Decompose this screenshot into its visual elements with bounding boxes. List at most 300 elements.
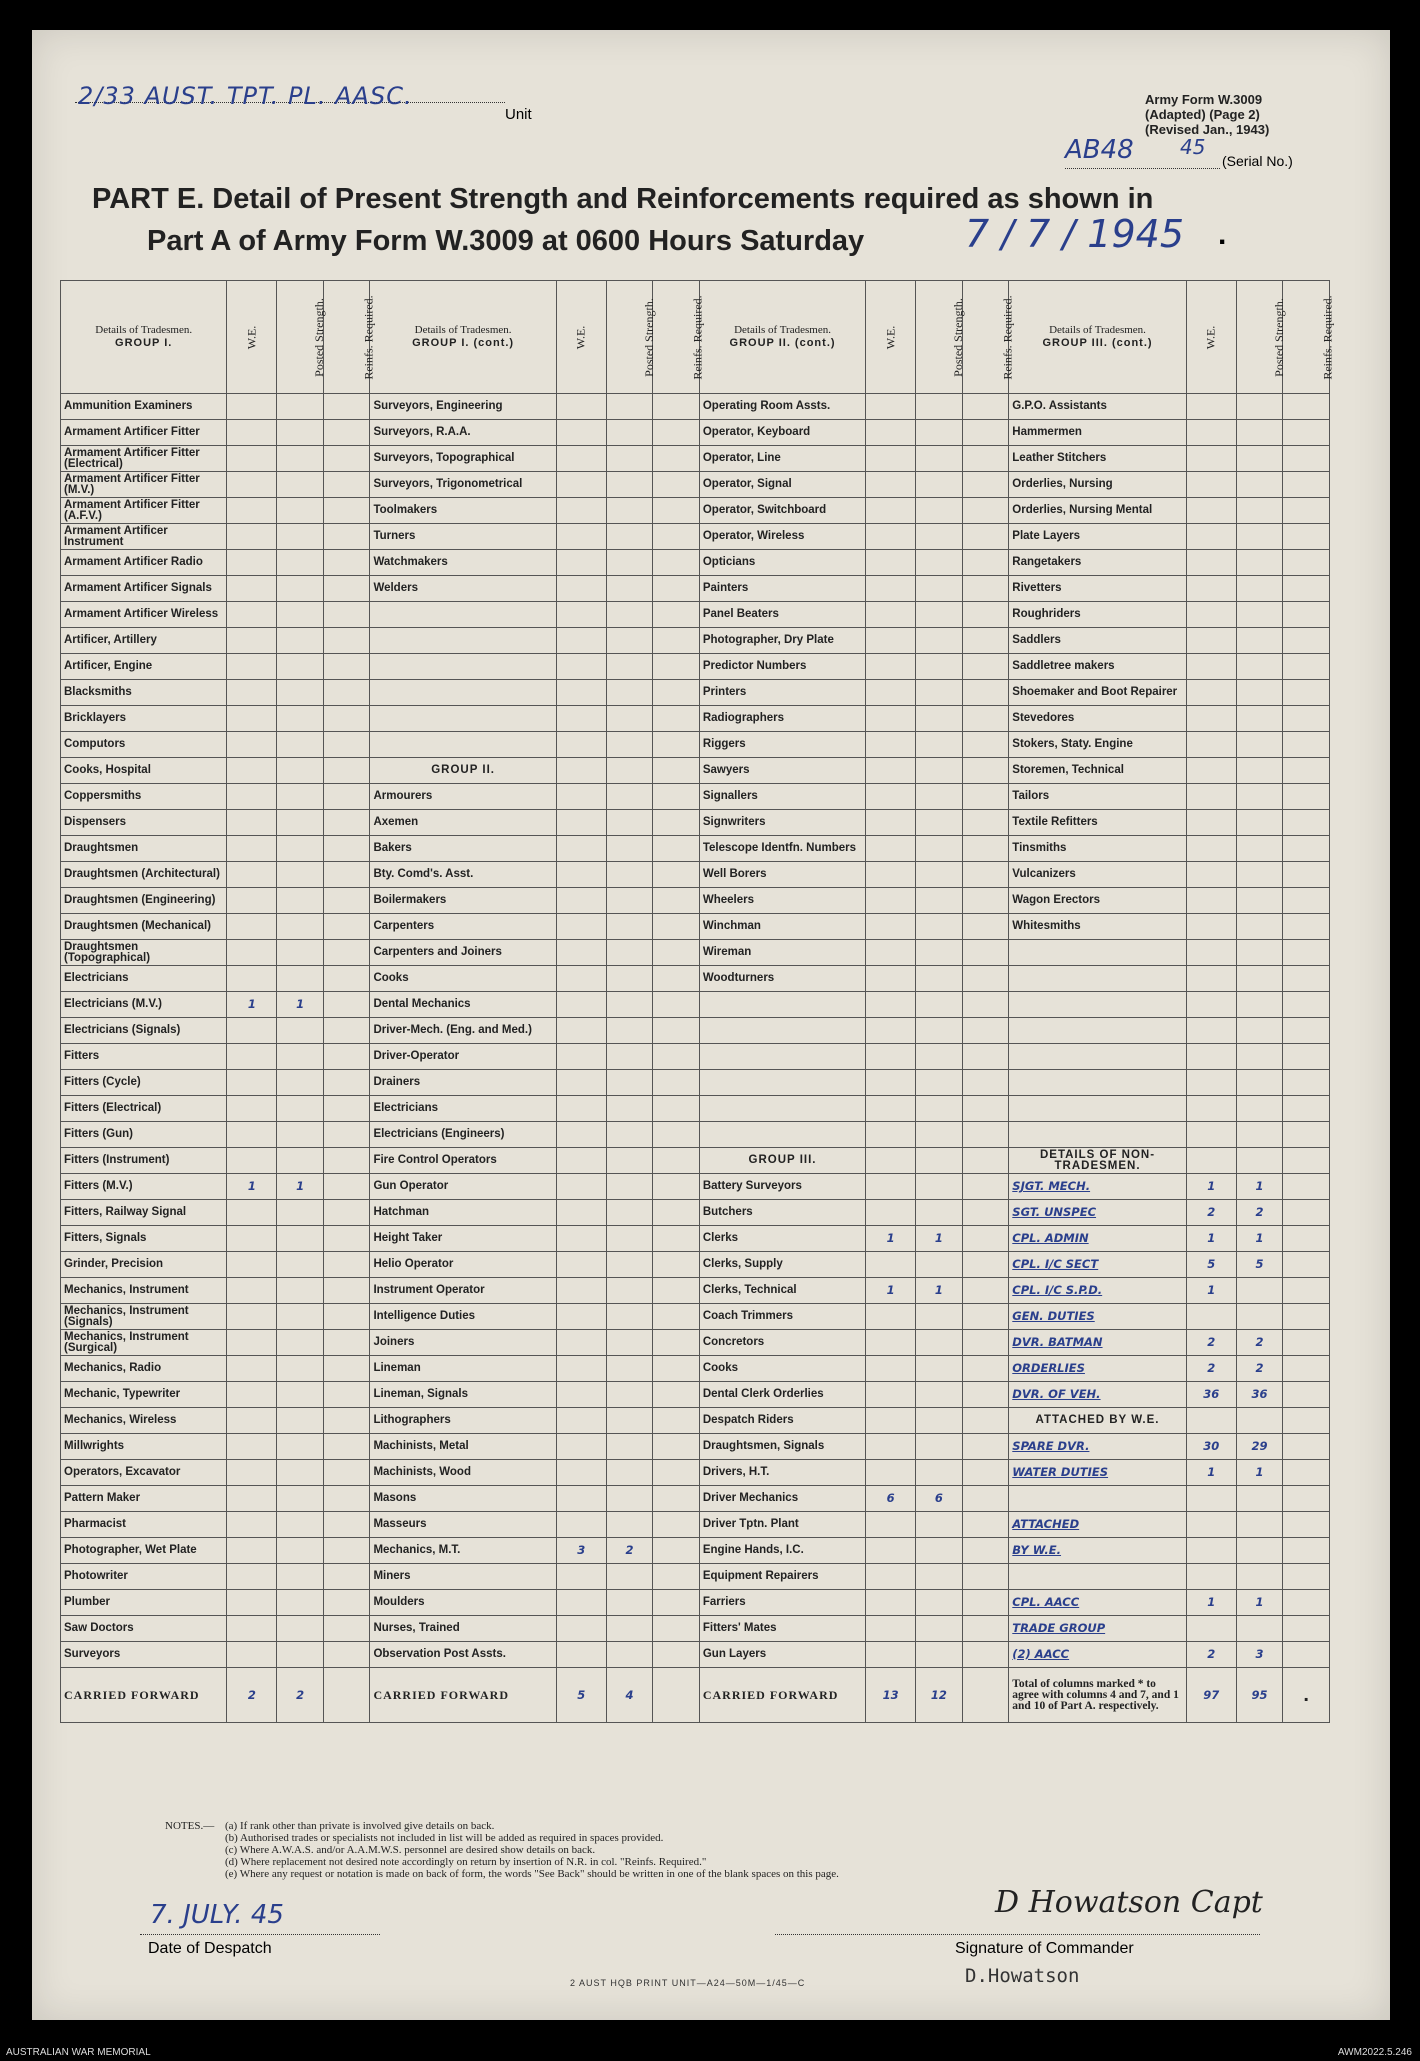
cell-reinfs[interactable] bbox=[1283, 1330, 1330, 1356]
cell-reinfs[interactable] bbox=[323, 1122, 370, 1148]
cell-we[interactable] bbox=[1186, 888, 1236, 914]
cell-we[interactable] bbox=[227, 1044, 277, 1070]
cell-reinfs[interactable] bbox=[323, 1382, 370, 1408]
cell-we[interactable]: 1 bbox=[1186, 1174, 1236, 1200]
cell-posted[interactable] bbox=[916, 524, 963, 550]
cell-posted[interactable] bbox=[277, 914, 324, 940]
cell-reinfs[interactable] bbox=[323, 862, 370, 888]
cell-posted[interactable] bbox=[1236, 732, 1283, 758]
cell-reinfs[interactable] bbox=[962, 784, 1009, 810]
cell-we[interactable] bbox=[1186, 498, 1236, 524]
cell-posted[interactable]: 2 bbox=[1236, 1330, 1283, 1356]
cell-we[interactable] bbox=[227, 628, 277, 654]
cell-posted[interactable] bbox=[277, 1434, 324, 1460]
cell-reinfs[interactable] bbox=[653, 420, 700, 446]
cell-we[interactable] bbox=[556, 524, 606, 550]
cell-posted[interactable] bbox=[916, 1096, 963, 1122]
total-we[interactable]: 97 bbox=[1186, 1668, 1236, 1723]
cell-reinfs[interactable] bbox=[962, 940, 1009, 966]
cell-posted[interactable] bbox=[1236, 1564, 1283, 1590]
cell-posted[interactable] bbox=[606, 1408, 653, 1434]
cell-we[interactable] bbox=[866, 1252, 916, 1278]
cell-reinfs[interactable] bbox=[323, 1564, 370, 1590]
cell-we[interactable] bbox=[556, 1018, 606, 1044]
cell-we[interactable] bbox=[1186, 420, 1236, 446]
cell-reinfs[interactable] bbox=[1283, 810, 1330, 836]
cell-posted[interactable] bbox=[606, 1460, 653, 1486]
cell-we[interactable] bbox=[556, 810, 606, 836]
cell-posted[interactable] bbox=[916, 1538, 963, 1564]
cell-reinfs[interactable] bbox=[1283, 680, 1330, 706]
cell-posted[interactable] bbox=[606, 446, 653, 472]
cell-posted[interactable] bbox=[606, 758, 653, 784]
cell-we[interactable] bbox=[227, 420, 277, 446]
cell-reinfs[interactable] bbox=[962, 1200, 1009, 1226]
cell-posted[interactable] bbox=[916, 1356, 963, 1382]
cell-posted[interactable] bbox=[916, 1512, 963, 1538]
cell-reinfs[interactable] bbox=[962, 576, 1009, 602]
cell-reinfs[interactable] bbox=[653, 524, 700, 550]
cell-reinfs[interactable] bbox=[1283, 966, 1330, 992]
cell-posted[interactable] bbox=[1236, 1486, 1283, 1512]
cell-posted[interactable] bbox=[916, 810, 963, 836]
cell-we[interactable] bbox=[556, 1148, 606, 1174]
cell-reinfs[interactable] bbox=[323, 914, 370, 940]
cell-we[interactable] bbox=[556, 1512, 606, 1538]
cell-reinfs[interactable] bbox=[323, 1512, 370, 1538]
cell-reinfs[interactable] bbox=[323, 680, 370, 706]
cell-posted[interactable] bbox=[606, 992, 653, 1018]
cell-we[interactable] bbox=[556, 966, 606, 992]
cell-posted[interactable] bbox=[916, 732, 963, 758]
cell-posted[interactable]: 1 bbox=[1236, 1226, 1283, 1252]
cell-we[interactable] bbox=[556, 1590, 606, 1616]
cell-we[interactable] bbox=[227, 1434, 277, 1460]
cell-reinfs[interactable] bbox=[323, 1304, 370, 1330]
cell-we[interactable] bbox=[866, 1382, 916, 1408]
cell-posted[interactable] bbox=[277, 1330, 324, 1356]
cell-reinfs[interactable] bbox=[962, 1434, 1009, 1460]
cell-we[interactable] bbox=[866, 1174, 916, 1200]
cell-reinfs[interactable] bbox=[653, 498, 700, 524]
cell-posted[interactable] bbox=[277, 1642, 324, 1668]
cell-reinfs[interactable] bbox=[962, 888, 1009, 914]
cell-reinfs[interactable] bbox=[323, 732, 370, 758]
cell-we[interactable] bbox=[227, 836, 277, 862]
cell-reinfs[interactable] bbox=[323, 992, 370, 1018]
cell-posted[interactable] bbox=[916, 1460, 963, 1486]
cell-reinfs[interactable] bbox=[653, 888, 700, 914]
cell-reinfs[interactable] bbox=[653, 1148, 700, 1174]
cell-posted[interactable] bbox=[916, 1122, 963, 1148]
cell-reinfs[interactable] bbox=[323, 1616, 370, 1642]
cf-g1-we[interactable]: 2 bbox=[227, 1668, 277, 1723]
cell-reinfs[interactable] bbox=[1283, 1148, 1330, 1174]
cell-posted[interactable] bbox=[606, 1590, 653, 1616]
cell-reinfs[interactable] bbox=[1283, 862, 1330, 888]
cell-we[interactable]: 6 bbox=[866, 1486, 916, 1512]
cell-we[interactable] bbox=[1186, 758, 1236, 784]
cell-posted[interactable] bbox=[606, 836, 653, 862]
cell-we[interactable] bbox=[227, 1616, 277, 1642]
cell-reinfs[interactable] bbox=[653, 966, 700, 992]
cell-posted[interactable] bbox=[277, 602, 324, 628]
cell-posted[interactable] bbox=[606, 1616, 653, 1642]
cell-we[interactable] bbox=[227, 1538, 277, 1564]
cell-reinfs[interactable] bbox=[323, 1590, 370, 1616]
cell-reinfs[interactable] bbox=[962, 992, 1009, 1018]
cell-reinfs[interactable] bbox=[323, 1200, 370, 1226]
cell-we[interactable] bbox=[556, 1434, 606, 1460]
cell-reinfs[interactable] bbox=[323, 940, 370, 966]
cell-we[interactable] bbox=[1186, 524, 1236, 550]
cell-reinfs[interactable] bbox=[323, 1460, 370, 1486]
cell-we[interactable] bbox=[556, 654, 606, 680]
cell-we[interactable] bbox=[227, 914, 277, 940]
cell-we[interactable] bbox=[866, 732, 916, 758]
cell-we[interactable]: 5 bbox=[1186, 1252, 1236, 1278]
cell-reinfs[interactable] bbox=[653, 1564, 700, 1590]
cell-we[interactable] bbox=[1186, 1408, 1236, 1434]
cell-we[interactable] bbox=[866, 836, 916, 862]
cell-posted[interactable] bbox=[916, 992, 963, 1018]
cell-posted[interactable] bbox=[1236, 654, 1283, 680]
cell-posted[interactable] bbox=[606, 1252, 653, 1278]
cell-we[interactable] bbox=[866, 758, 916, 784]
cell-we[interactable] bbox=[227, 446, 277, 472]
cell-reinfs[interactable] bbox=[653, 862, 700, 888]
cell-posted[interactable] bbox=[1236, 940, 1283, 966]
cell-reinfs[interactable] bbox=[1283, 1044, 1330, 1070]
cell-posted[interactable] bbox=[916, 914, 963, 940]
cell-reinfs[interactable] bbox=[323, 420, 370, 446]
cell-reinfs[interactable] bbox=[1283, 654, 1330, 680]
cell-reinfs[interactable] bbox=[653, 1018, 700, 1044]
cell-posted[interactable] bbox=[916, 1382, 963, 1408]
cell-reinfs[interactable] bbox=[962, 628, 1009, 654]
cell-we[interactable] bbox=[866, 1018, 916, 1044]
cell-posted[interactable] bbox=[916, 576, 963, 602]
cell-posted[interactable] bbox=[277, 810, 324, 836]
cell-reinfs[interactable] bbox=[323, 706, 370, 732]
cell-reinfs[interactable] bbox=[962, 706, 1009, 732]
cell-posted[interactable]: 2 bbox=[606, 1538, 653, 1564]
cell-we[interactable] bbox=[866, 1356, 916, 1382]
cell-reinfs[interactable] bbox=[1283, 1174, 1330, 1200]
cell-reinfs[interactable] bbox=[962, 1226, 1009, 1252]
cell-reinfs[interactable] bbox=[653, 836, 700, 862]
cell-posted[interactable] bbox=[277, 1486, 324, 1512]
cell-posted[interactable] bbox=[277, 524, 324, 550]
cell-we[interactable] bbox=[556, 1564, 606, 1590]
cell-we[interactable] bbox=[866, 446, 916, 472]
cell-we[interactable] bbox=[866, 1434, 916, 1460]
cell-reinfs[interactable] bbox=[653, 810, 700, 836]
cell-we[interactable]: 1 bbox=[1186, 1590, 1236, 1616]
cell-posted[interactable] bbox=[606, 1200, 653, 1226]
cell-reinfs[interactable] bbox=[962, 914, 1009, 940]
cell-posted[interactable] bbox=[1236, 914, 1283, 940]
cell-posted[interactable] bbox=[606, 1070, 653, 1096]
cell-we[interactable] bbox=[227, 940, 277, 966]
cell-we[interactable] bbox=[556, 1642, 606, 1668]
cell-we[interactable] bbox=[227, 1486, 277, 1512]
cell-posted[interactable] bbox=[277, 446, 324, 472]
cell-we[interactable] bbox=[1186, 1018, 1236, 1044]
cell-posted[interactable] bbox=[606, 602, 653, 628]
cell-posted[interactable] bbox=[916, 1434, 963, 1460]
cell-reinfs[interactable] bbox=[1283, 1616, 1330, 1642]
cell-we[interactable] bbox=[1186, 576, 1236, 602]
cell-we[interactable] bbox=[227, 1252, 277, 1278]
cell-we[interactable] bbox=[866, 992, 916, 1018]
cell-we[interactable] bbox=[556, 550, 606, 576]
cell-reinfs[interactable] bbox=[962, 602, 1009, 628]
cell-posted[interactable] bbox=[916, 1070, 963, 1096]
cell-we[interactable] bbox=[1186, 1564, 1236, 1590]
cell-reinfs[interactable] bbox=[653, 628, 700, 654]
cell-we[interactable] bbox=[866, 1564, 916, 1590]
cell-posted[interactable] bbox=[277, 1252, 324, 1278]
cell-reinfs[interactable] bbox=[653, 1590, 700, 1616]
cell-reinfs[interactable] bbox=[1283, 836, 1330, 862]
cell-posted[interactable]: 1 bbox=[277, 1174, 324, 1200]
cell-posted[interactable] bbox=[1236, 888, 1283, 914]
cell-reinfs[interactable] bbox=[1283, 498, 1330, 524]
cell-we[interactable] bbox=[1186, 1122, 1236, 1148]
cell-reinfs[interactable] bbox=[323, 1330, 370, 1356]
cell-posted[interactable] bbox=[916, 1590, 963, 1616]
cell-posted[interactable] bbox=[916, 1642, 963, 1668]
cell-reinfs[interactable] bbox=[323, 394, 370, 420]
cell-reinfs[interactable] bbox=[962, 1252, 1009, 1278]
cell-we[interactable] bbox=[866, 1096, 916, 1122]
cell-posted[interactable] bbox=[606, 1122, 653, 1148]
cell-we[interactable] bbox=[556, 1226, 606, 1252]
cell-we[interactable] bbox=[556, 992, 606, 1018]
cell-posted[interactable] bbox=[277, 1538, 324, 1564]
cell-we[interactable] bbox=[227, 1512, 277, 1538]
cell-reinfs[interactable] bbox=[1283, 1382, 1330, 1408]
cell-posted[interactable] bbox=[606, 1486, 653, 1512]
cell-posted[interactable] bbox=[916, 602, 963, 628]
cell-posted[interactable]: 6 bbox=[916, 1486, 963, 1512]
cell-we[interactable] bbox=[227, 966, 277, 992]
cell-reinfs[interactable] bbox=[323, 1252, 370, 1278]
cell-posted[interactable] bbox=[606, 654, 653, 680]
cell-we[interactable] bbox=[866, 1512, 916, 1538]
cell-we[interactable]: 2 bbox=[1186, 1200, 1236, 1226]
cell-we[interactable] bbox=[866, 706, 916, 732]
cell-posted[interactable] bbox=[277, 1616, 324, 1642]
cell-reinfs[interactable] bbox=[653, 1252, 700, 1278]
cell-reinfs[interactable] bbox=[1283, 602, 1330, 628]
cell-reinfs[interactable] bbox=[962, 1122, 1009, 1148]
cell-posted[interactable] bbox=[916, 680, 963, 706]
cell-posted[interactable] bbox=[606, 1356, 653, 1382]
cell-posted[interactable] bbox=[1236, 394, 1283, 420]
cell-posted[interactable] bbox=[277, 654, 324, 680]
cell-we[interactable] bbox=[1186, 1096, 1236, 1122]
cell-posted[interactable] bbox=[277, 758, 324, 784]
cell-reinfs[interactable] bbox=[323, 628, 370, 654]
cell-posted[interactable] bbox=[606, 1564, 653, 1590]
cell-posted[interactable] bbox=[606, 1304, 653, 1330]
cell-reinfs[interactable] bbox=[1283, 550, 1330, 576]
cell-posted[interactable] bbox=[277, 1044, 324, 1070]
cell-posted[interactable] bbox=[606, 732, 653, 758]
cell-we[interactable] bbox=[227, 1408, 277, 1434]
cell-reinfs[interactable] bbox=[323, 654, 370, 680]
cell-reinfs[interactable] bbox=[962, 1330, 1009, 1356]
cell-we[interactable] bbox=[866, 394, 916, 420]
cell-we[interactable] bbox=[227, 498, 277, 524]
cell-we[interactable] bbox=[866, 1070, 916, 1096]
cell-reinfs[interactable] bbox=[1283, 1018, 1330, 1044]
cell-reinfs[interactable] bbox=[962, 1148, 1009, 1174]
cell-posted[interactable] bbox=[606, 628, 653, 654]
cell-we[interactable] bbox=[866, 550, 916, 576]
cell-posted[interactable] bbox=[916, 1564, 963, 1590]
total-posted[interactable]: 95 bbox=[1236, 1668, 1283, 1723]
cell-posted[interactable]: 1 bbox=[1236, 1460, 1283, 1486]
cell-we[interactable] bbox=[1186, 810, 1236, 836]
cell-reinfs[interactable] bbox=[1283, 1070, 1330, 1096]
cell-we[interactable] bbox=[227, 810, 277, 836]
cell-reinfs[interactable] bbox=[962, 966, 1009, 992]
cell-posted[interactable] bbox=[916, 394, 963, 420]
cell-reinfs[interactable] bbox=[962, 758, 1009, 784]
cell-posted[interactable] bbox=[277, 1564, 324, 1590]
cell-posted[interactable] bbox=[1236, 1278, 1283, 1304]
cell-posted[interactable] bbox=[1236, 550, 1283, 576]
cell-we[interactable] bbox=[556, 888, 606, 914]
cell-reinfs[interactable] bbox=[323, 524, 370, 550]
cell-posted[interactable] bbox=[606, 524, 653, 550]
cell-posted[interactable] bbox=[1236, 602, 1283, 628]
cell-we[interactable] bbox=[866, 862, 916, 888]
cell-we[interactable] bbox=[556, 420, 606, 446]
cell-reinfs[interactable] bbox=[1283, 732, 1330, 758]
cell-we[interactable] bbox=[227, 1200, 277, 1226]
cell-we[interactable] bbox=[556, 1096, 606, 1122]
cell-posted[interactable] bbox=[606, 1018, 653, 1044]
cell-we[interactable] bbox=[1186, 446, 1236, 472]
cell-posted[interactable] bbox=[606, 1044, 653, 1070]
cell-reinfs[interactable] bbox=[962, 1070, 1009, 1096]
cell-we[interactable] bbox=[866, 1122, 916, 1148]
cell-we[interactable]: 30 bbox=[1186, 1434, 1236, 1460]
cell-we[interactable] bbox=[556, 706, 606, 732]
cell-reinfs[interactable] bbox=[962, 1408, 1009, 1434]
cell-reinfs[interactable] bbox=[323, 472, 370, 498]
cell-we[interactable] bbox=[227, 394, 277, 420]
cell-we[interactable] bbox=[227, 1278, 277, 1304]
cell-reinfs[interactable] bbox=[653, 1382, 700, 1408]
cell-we[interactable] bbox=[556, 680, 606, 706]
cell-we[interactable] bbox=[1186, 1538, 1236, 1564]
cell-posted[interactable] bbox=[1236, 836, 1283, 862]
cell-reinfs[interactable] bbox=[653, 914, 700, 940]
cell-posted[interactable] bbox=[1236, 706, 1283, 732]
cell-we[interactable] bbox=[1186, 862, 1236, 888]
cell-posted[interactable] bbox=[606, 1174, 653, 1200]
cell-posted[interactable] bbox=[1236, 1538, 1283, 1564]
cell-we[interactable] bbox=[227, 1356, 277, 1382]
cell-reinfs[interactable] bbox=[1283, 1356, 1330, 1382]
cell-we[interactable]: 1 bbox=[227, 1174, 277, 1200]
cell-posted[interactable] bbox=[1236, 1044, 1283, 1070]
cell-posted[interactable] bbox=[606, 784, 653, 810]
cell-we[interactable]: 3 bbox=[556, 1538, 606, 1564]
cf-g1c-we[interactable]: 5 bbox=[556, 1668, 606, 1723]
cell-posted[interactable] bbox=[277, 784, 324, 810]
cell-posted[interactable] bbox=[1236, 1018, 1283, 1044]
cell-reinfs[interactable] bbox=[323, 784, 370, 810]
cell-reinfs[interactable] bbox=[962, 1304, 1009, 1330]
cell-reinfs[interactable] bbox=[962, 1564, 1009, 1590]
cell-reinfs[interactable] bbox=[962, 1356, 1009, 1382]
cf-g1c-posted[interactable]: 4 bbox=[606, 1668, 653, 1723]
cell-reinfs[interactable] bbox=[1283, 1486, 1330, 1512]
cell-reinfs[interactable] bbox=[1283, 706, 1330, 732]
cell-reinfs[interactable] bbox=[653, 1330, 700, 1356]
cell-we[interactable] bbox=[1186, 680, 1236, 706]
cell-we[interactable] bbox=[556, 758, 606, 784]
cell-posted[interactable] bbox=[606, 1642, 653, 1668]
cell-reinfs[interactable] bbox=[962, 472, 1009, 498]
cell-posted[interactable] bbox=[916, 1200, 963, 1226]
cell-reinfs[interactable] bbox=[323, 550, 370, 576]
cell-posted[interactable] bbox=[916, 966, 963, 992]
cell-reinfs[interactable] bbox=[323, 1096, 370, 1122]
cell-reinfs[interactable] bbox=[653, 550, 700, 576]
cell-reinfs[interactable] bbox=[1283, 1564, 1330, 1590]
cell-we[interactable] bbox=[227, 862, 277, 888]
cell-we[interactable]: 1 bbox=[1186, 1226, 1236, 1252]
cell-we[interactable] bbox=[556, 394, 606, 420]
cell-we[interactable] bbox=[227, 602, 277, 628]
cell-posted[interactable] bbox=[1236, 1148, 1283, 1174]
cell-we[interactable] bbox=[556, 576, 606, 602]
cell-posted[interactable] bbox=[277, 1278, 324, 1304]
cell-reinfs[interactable] bbox=[962, 654, 1009, 680]
cell-we[interactable] bbox=[866, 810, 916, 836]
cell-posted[interactable] bbox=[1236, 680, 1283, 706]
cell-posted[interactable] bbox=[606, 810, 653, 836]
cell-we[interactable] bbox=[866, 524, 916, 550]
cell-posted[interactable] bbox=[277, 732, 324, 758]
cell-reinfs[interactable] bbox=[653, 602, 700, 628]
cell-we[interactable]: 36 bbox=[1186, 1382, 1236, 1408]
cell-posted[interactable]: 2 bbox=[1236, 1200, 1283, 1226]
cell-reinfs[interactable] bbox=[962, 1018, 1009, 1044]
cell-we[interactable] bbox=[1186, 966, 1236, 992]
cell-we[interactable] bbox=[1186, 914, 1236, 940]
cell-posted[interactable]: 1 bbox=[1236, 1590, 1283, 1616]
cell-posted[interactable] bbox=[1236, 1304, 1283, 1330]
cell-we[interactable] bbox=[556, 498, 606, 524]
cell-we[interactable] bbox=[866, 1200, 916, 1226]
cell-we[interactable] bbox=[1186, 706, 1236, 732]
cell-we[interactable] bbox=[227, 1122, 277, 1148]
cell-posted[interactable] bbox=[277, 1590, 324, 1616]
cell-posted[interactable] bbox=[606, 394, 653, 420]
cell-we[interactable] bbox=[1186, 472, 1236, 498]
cell-reinfs[interactable] bbox=[1283, 1304, 1330, 1330]
cell-we[interactable] bbox=[866, 420, 916, 446]
cell-reinfs[interactable] bbox=[962, 446, 1009, 472]
